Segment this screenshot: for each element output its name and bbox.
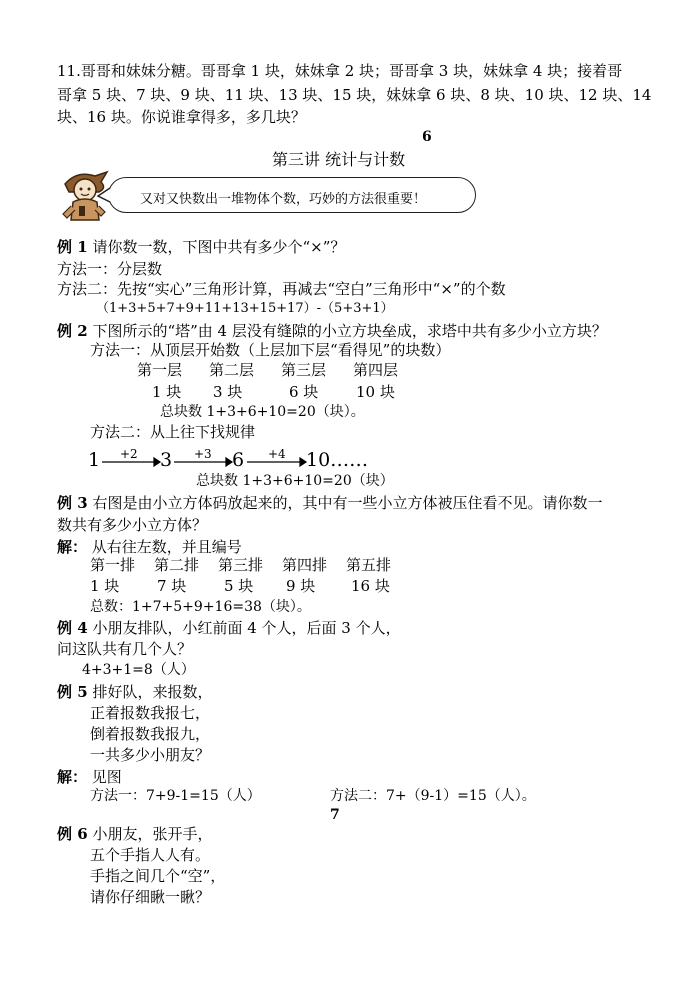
ex1-formula: （1+3+5+7+9+11+13+15+17）-（5+3+1） <box>96 301 394 316</box>
example-label: 例 6 <box>57 825 88 843</box>
solution-text: 从右往左数，并且编号 <box>91 538 242 556</box>
ex6-line2: 五个手指人人有。 <box>90 846 211 864</box>
lecture-title: 第三讲 统计与计数 <box>272 150 406 169</box>
ex1-method2: 方法二：先按“实心”三角形计算，再减去“空白”三角形中“×”的个数 <box>57 280 506 298</box>
example-label: 例 3 <box>57 494 88 512</box>
ex3-question-line2: 数共有多少小立方体？ <box>57 516 208 534</box>
example-3 <box>57 496 602 511</box>
ex5-line2: 正着报数我报七， <box>90 704 211 722</box>
example-4 <box>57 621 401 636</box>
example-question: 小朋友排队，小红前面 4 个人，后面 3 个人， <box>92 619 401 637</box>
row-count: 1 块 <box>90 577 120 595</box>
ex3-solution <box>57 540 242 555</box>
example-label: 例 2 <box>57 322 88 340</box>
sequence-term: 6 <box>232 449 245 471</box>
ex2-total2: 总块数 1+3+6+10=20（块） <box>196 473 394 489</box>
ex4-question-line2: 问这队共有几个人？ <box>57 640 193 658</box>
row-label: 第五排 <box>346 556 392 574</box>
arrow-head-icon <box>226 458 232 466</box>
example-5 <box>57 685 212 700</box>
row-count: 16 块 <box>351 577 390 595</box>
layer-label: 第二层 <box>209 361 255 379</box>
solution-text: 见图 <box>91 768 122 786</box>
increment-label: +2 <box>120 447 138 461</box>
example-label: 例 1 <box>57 238 88 256</box>
ex3-total: 总数：1+7+5+9+16=38（块）。 <box>90 599 311 615</box>
layer-label: 第一层 <box>137 361 183 379</box>
layer-count: 10 块 <box>356 383 395 401</box>
solution-label: 解： <box>57 538 88 556</box>
arrow-head-icon <box>300 458 306 466</box>
ex1-method1: 方法一：分层数 <box>57 260 163 278</box>
ex5-line4: 一共多少小朋友？ <box>90 746 211 764</box>
ex5-method2: 方法二：7+（9-1）=15（人）。 <box>330 788 536 804</box>
ex2-method2: 方法二：从上往下找规律 <box>90 423 256 441</box>
problem11-line2: 哥拿 5 块、7 块、9 块、11 块、13 块、15 块，妹妹拿 6 块、8 块、10 块、12 块、14 <box>57 86 652 104</box>
increment-label: +3 <box>194 447 212 461</box>
sequence-term: 10…… <box>306 449 369 471</box>
row-label: 第二排 <box>154 556 200 574</box>
sequence-arrows <box>0 449 696 472</box>
speech-bubble-tail <box>96 186 126 206</box>
example-label: 例 5 <box>57 683 88 701</box>
layer-count: 3 块 <box>213 383 243 401</box>
increment-label: +4 <box>268 447 286 461</box>
ex5-solution <box>57 770 122 785</box>
layer-label: 第三层 <box>281 361 327 379</box>
page-number: 7 <box>330 807 340 823</box>
sequence-term: 3 <box>160 449 173 471</box>
example-label: 例 4 <box>57 619 88 637</box>
example-6 <box>57 827 212 842</box>
solution-label: 解： <box>57 768 88 786</box>
ex4-answer: 4+3+1=8（人） <box>82 662 195 678</box>
example-line: 排好队，来报数， <box>92 683 213 701</box>
example-question: 请你数一数，下图中共有多少个“×”？ <box>92 238 346 256</box>
layer-count: 6 块 <box>289 383 319 401</box>
example-question: 右图是由小立方体码放起来的，其中有一些小立方体被压住看不见。请你数一 <box>92 494 603 512</box>
layer-count: 1 块 <box>152 383 182 401</box>
ex6-line3: 手指之间几个“空”， <box>90 867 226 885</box>
sequence-term: 1 <box>88 449 101 471</box>
row-count: 5 块 <box>224 577 254 595</box>
row-count: 7 块 <box>157 577 187 595</box>
example-line: 小朋友，张开手， <box>92 825 213 843</box>
ex5-method1: 方法一：7+9-1=15（人） <box>90 788 261 804</box>
row-label: 第四排 <box>282 556 328 574</box>
layer-label: 第四层 <box>353 361 399 379</box>
ex2-total1: 总块数 1+3+6+10=20（块）。 <box>160 404 365 420</box>
problem11-line3: 块、16 块。你说谁拿得多，多几块？ <box>57 108 306 126</box>
ex5-line3: 倒着报数我报九， <box>90 725 211 743</box>
speech-bubble-text: 又对又快数出一堆物体个数，巧妙的方法很重要！ <box>140 192 427 207</box>
problem11-line1: 11.哥哥和妹妹分糖。哥哥拿 1 块，妹妹拿 2 块；哥哥拿 3 块，妹妹拿 4 块；接着哥 <box>57 62 623 80</box>
row-label: 第一排 <box>90 556 136 574</box>
arrow-head-icon <box>154 458 160 466</box>
ex6-line4: 请你仔细瞅一瞅？ <box>90 888 211 906</box>
row-count: 9 块 <box>286 577 316 595</box>
example-2 <box>57 324 607 339</box>
page-number: 6 <box>422 129 432 145</box>
row-label: 第三排 <box>218 556 264 574</box>
example-question: 下图所示的“塔”由 4 层没有缝隙的小立方块垒成，求塔中共有多少小立方块？ <box>92 322 607 340</box>
ex2-method1: 方法一：从顶层开始数（上层加下层“看得见”的块数） <box>90 341 451 359</box>
example-1 <box>57 240 345 255</box>
